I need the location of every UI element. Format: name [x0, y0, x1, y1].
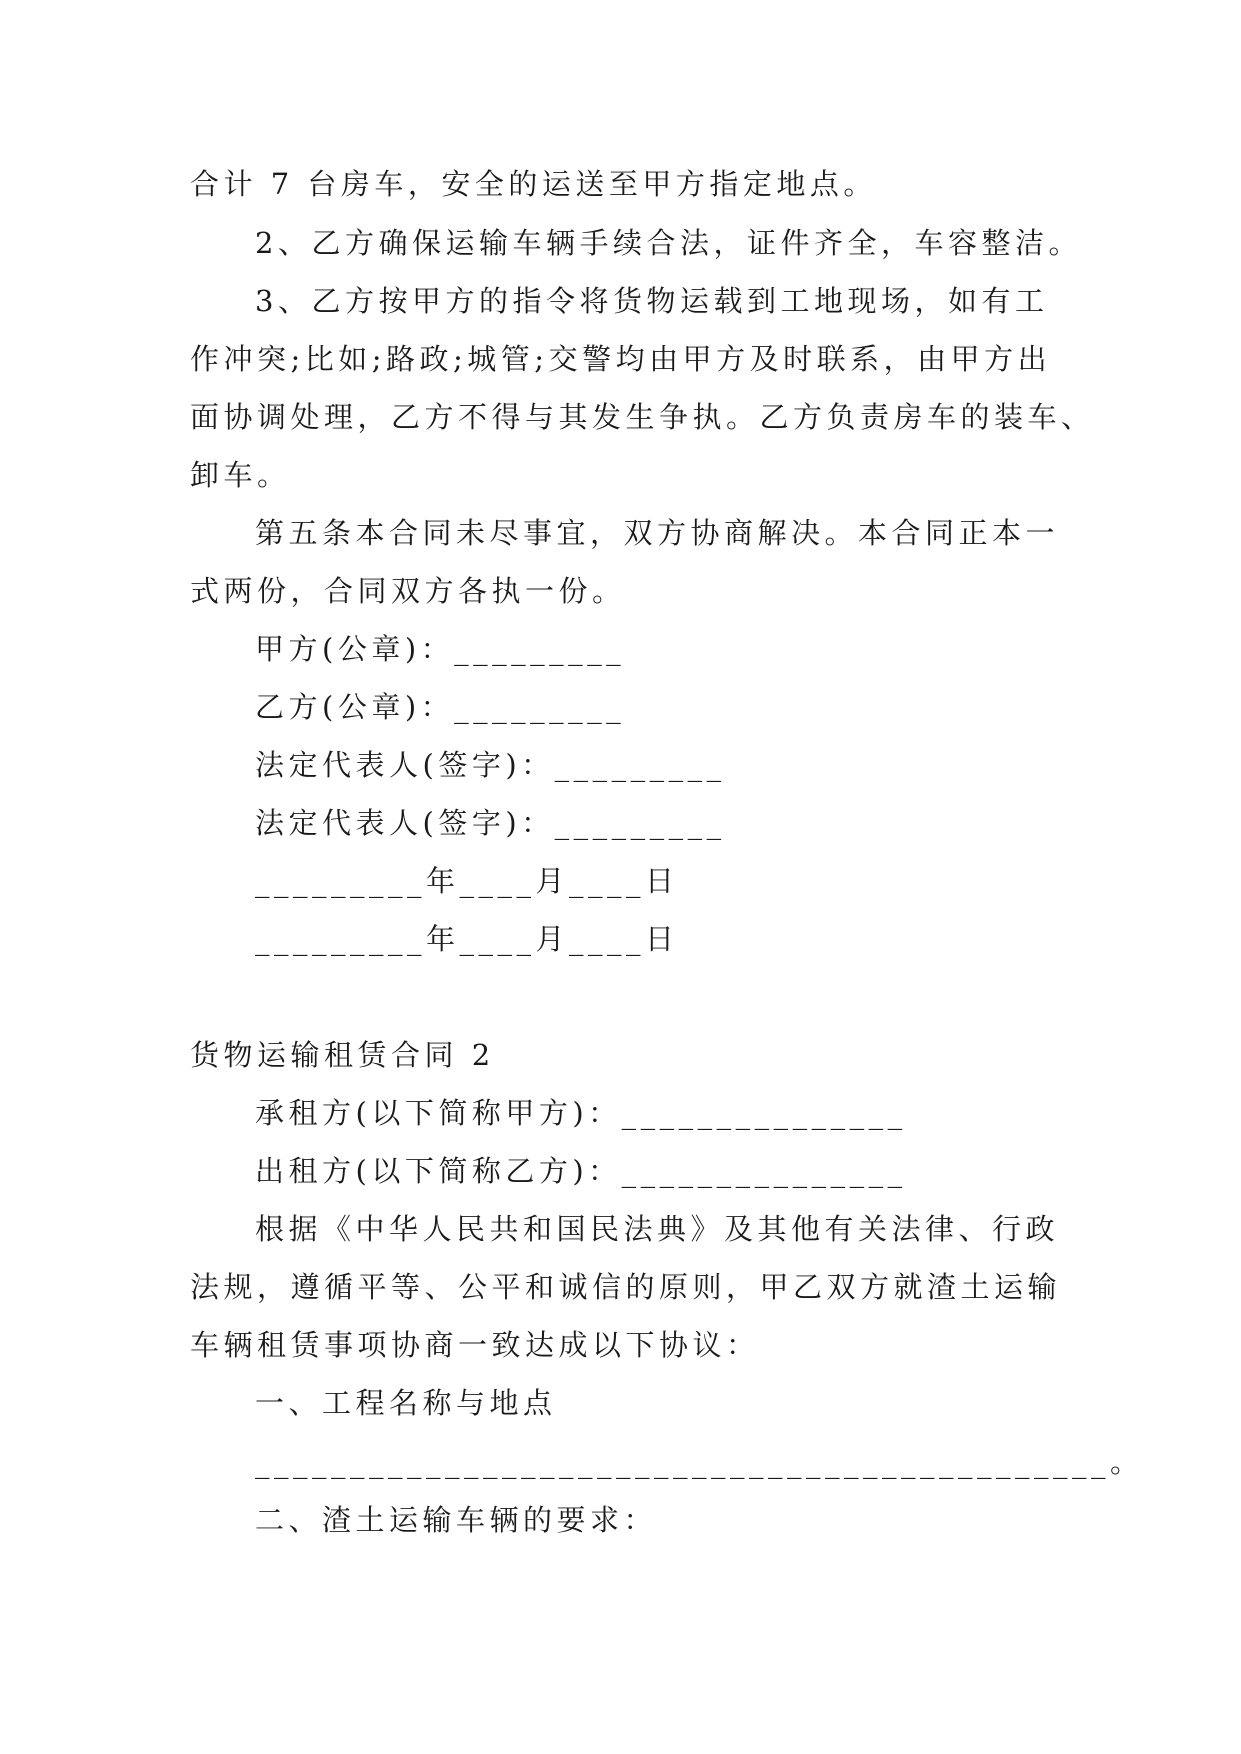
signature-line-legal-rep: 法定代表人(签字)：_________ [255, 806, 726, 840]
signature-line-party-a: 甲方(公章)：_________ [255, 632, 626, 666]
paragraph-line: 2、乙方确保运输车辆手续合法，证件齐全，车容整洁。 [255, 226, 1082, 260]
paragraph-line: 卸车。 [190, 458, 291, 492]
paragraph-line: 3、乙方按甲方的指令将货物运载到工地现场，如有工 [255, 284, 1049, 318]
section-title: 货物运输租赁合同 2 [190, 1038, 495, 1072]
paragraph-line: 法规，遵循平等、公平和诚信的原则，甲乙双方就渣土运输 [190, 1270, 1062, 1304]
clause-heading: 一、工程名称与地点 [255, 1386, 557, 1420]
paragraph-line: 承租方(以下简称甲方)：_______________ [255, 1096, 907, 1130]
paragraph-line: 合计 7 台房车，安全的运送至甲方指定地点。 [190, 167, 877, 201]
paragraph-line: 作冲突;比如;路政;城管;交警均由甲方及时联系，由甲方出 [190, 342, 1052, 376]
fill-in-line: _____________________________________________。 [255, 1445, 1144, 1479]
paragraph-line: 式两份，合同双方各执一份。 [190, 574, 626, 608]
date-line: _________年____月____日 [255, 864, 679, 898]
paragraph-line: 车辆租赁事项协商一致达成以下协议： [190, 1328, 760, 1362]
paragraph-line: 面协调处理，乙方不得与其发生争执。乙方负责房车的装车、 [190, 400, 1095, 434]
signature-line-party-b: 乙方(公章)：_________ [255, 690, 626, 724]
paragraph-line: 根据《中华人民共和国民法典》及其他有关法律、行政 [255, 1212, 1060, 1246]
paragraph-line: 出租方(以下简称乙方)：_______________ [255, 1154, 907, 1188]
signature-line-legal-rep: 法定代表人(签字)：_________ [255, 748, 726, 782]
date-line: _________年____月____日 [255, 922, 679, 956]
paragraph-line: 第五条本合同未尽事宜，双方协商解决。本合同正本一 [255, 516, 1060, 550]
clause-heading: 二、渣土运输车辆的要求： [255, 1503, 658, 1537]
